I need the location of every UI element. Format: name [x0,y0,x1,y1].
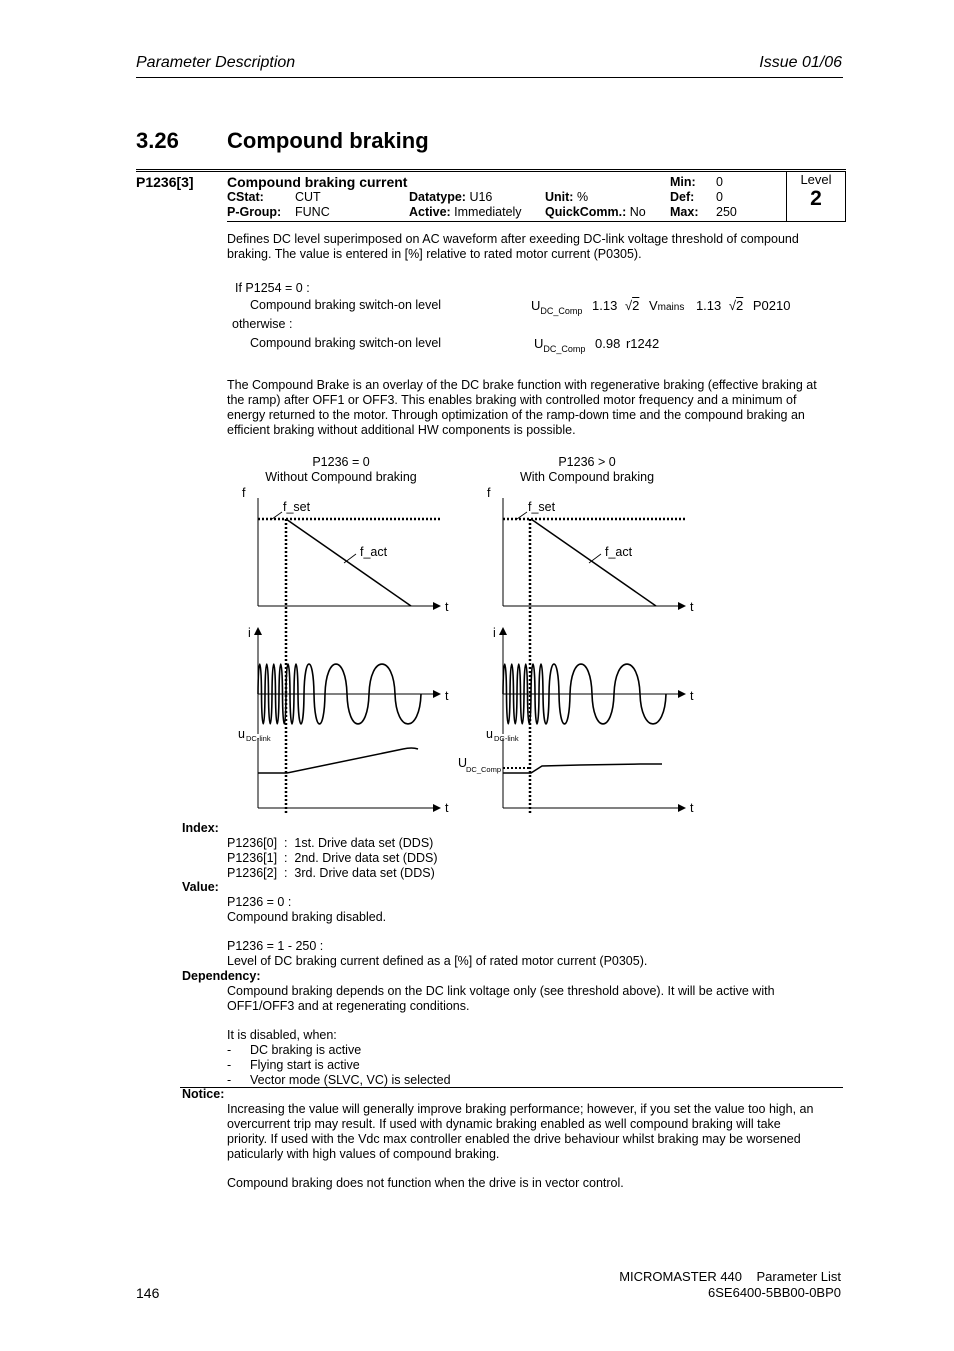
cstat-label: CStat: [227,190,264,204]
notice-line: Increasing the value will generally improve braking performance; however, if you set the value too high, an [227,1102,814,1116]
cstat-value: CUT [295,190,321,204]
notice-rule [180,1087,843,1088]
dependency-line: OFF1/OFF3 and at regenerating conditions. [227,999,470,1013]
datatype-value: U16 [469,190,493,204]
sqrt-icon: √2 [624,298,640,313]
overlay-line: the ramp) after OFF1 or OFF3. This enables braking with controlled motor frequency and a minimum of [227,393,797,407]
u-dc-comp-symbol: U [534,336,544,351]
pgroup-value: FUNC [295,205,330,219]
sqrt-radicand: 2 [632,298,640,313]
quickcomm-value: No [629,205,646,219]
right-u-comp-sub: DC_Comp [466,765,502,774]
value-line: Level of DC braking current defined as a [%] of rated motor current (P0305). [227,954,648,968]
dependency-bullet: Flying start is active [250,1058,360,1072]
right-dclink-curve [503,764,662,773]
level-label: Level [800,172,832,187]
right-i-t-label: t [690,689,694,703]
header-issue: Issue 01/06 [759,54,842,71]
formula-if: If P1254 = 0 : [235,281,310,295]
min-label: Min: [670,175,696,189]
formula-p0210: P0210 [752,298,791,313]
right-f-act-label: f_act [605,545,633,559]
dependency-disabled-intro: It is disabled, when: [227,1028,337,1042]
description-line: Defines DC level superimposed on AC waveform after exeeding DC-link voltage threshold of compound [227,232,799,246]
footer-order-number: 6SE6400-5BB00-0BP0 [708,1285,841,1300]
overlay-line: The Compound Brake is an overlay of the DC brake function with regenerative braking (effective braking at [227,378,817,392]
page-number: 146 [136,1285,160,1301]
dash-icon: - [227,1043,232,1057]
param-name: Compound braking current [227,174,408,190]
notice-line: priority. If used with the Vdc max controller enabled the drive behaviour whilst braking may be worsened [227,1132,801,1146]
left-f-set-leader [272,512,282,519]
u-dc-comp-subscript: DC_Comp [543,344,586,354]
dependency-bullets [227,1043,451,1088]
formula-r1242: r1242 [625,336,660,351]
sqrt-icon: √2 [728,298,744,313]
left-f-label: f [242,486,246,500]
left-u-sub: DC-link [246,734,271,743]
datatype-label: Datatype: [409,190,466,204]
left-f-t-label: t [445,600,449,614]
level-value: 2 [810,187,822,210]
formula-otherwise: otherwise : [232,317,293,331]
dependency-bullet: DC braking is active [250,1043,362,1057]
value-line: Compound braking disabled. [227,910,387,924]
max-label: Max: [670,205,699,219]
left-f-act-leader [344,554,356,563]
quickcomm-label: QuickComm.: [545,205,627,219]
formula-k2: 1.13 [695,298,722,313]
left-current-plot [248,626,449,734]
right-f-set-label: f_set [528,500,556,514]
right-u-sub: DC-link [494,734,519,743]
u-dc-comp-subscript: DC_Comp [540,306,583,316]
notice-text [227,1102,813,1162]
overlay-line: efficient braking without additional HW components is possible. [227,423,576,437]
section-number: 3.26 [136,128,179,153]
footer-product: MICROMASTER 440 Parameter List [619,1269,841,1284]
left-u-t-label: t [445,801,449,815]
left-f-set-label: f_set [283,500,311,514]
right-frequency-plot [487,486,694,614]
min-value: 0 [716,175,723,189]
v-symbol: V [648,298,658,313]
overlay-line: energy returned to the motor. Through optimization of the ramp-down time and the compound braking an [227,408,805,422]
left-frequency-plot [242,486,449,614]
left-i-label: i [248,626,251,640]
v-subscript: mains [657,302,685,313]
formula-switch-label-2: Compound braking switch-on level [250,336,442,350]
right-title-2: With Compound braking [519,470,655,484]
right-dclink-plot [458,727,694,815]
right-u-t-label: t [690,801,694,815]
value-line: P1236 = 0 : [227,895,292,909]
left-dclink-curve [258,748,418,773]
left-title-2: Without Compound braking [265,470,417,484]
right-u-comp-label: U [458,756,468,770]
left-dclink-plot [238,727,449,815]
active-value: Immediately [454,205,522,219]
formula-k1: 1.13 [592,298,618,313]
right-u-label: u [486,727,493,741]
dependency-text [227,984,775,1014]
notice-line: overcurrent trip may result. If used with dynamic braking enabled as well compound braking will take [227,1117,781,1131]
pgroup-label: P-Group: [227,205,282,219]
right-title-1: P1236 > 0 [558,455,616,469]
unit-label: Unit: [545,190,574,204]
unit-value: % [576,190,589,204]
def-label: Def: [670,190,695,204]
left-u-label: u [238,727,245,741]
right-f-set-leader [517,512,527,519]
right-f-t-label: t [690,600,694,614]
right-i-label: i [493,626,496,640]
value-line: P1236 = 1 - 250 : [227,939,324,953]
header-title: Parameter Description [136,54,296,71]
dash-icon: - [227,1058,232,1072]
description-line: braking. The value is entered in [%] relative to rated motor current (P0305). [227,247,642,261]
right-f-act-ramp [531,519,656,606]
dependency-label: Dependency: [182,969,261,983]
left-f-act-ramp [286,519,411,606]
right-current-plot [493,626,694,734]
sqrt-radicand: 2 [736,298,744,313]
index-list [227,836,438,881]
def-value: 0 [716,190,723,204]
u-dc-comp-symbol: U [531,298,541,313]
dependency-line: Compound braking depends on the DC link voltage only (see threshold above). It will be active with [227,984,775,998]
right-f-label: f [487,486,491,500]
dash-icon: - [227,1073,232,1087]
left-title-1: P1236 = 0 [312,455,370,469]
dependency-bullet: Vector mode (SLVC, VC) is selected [250,1073,451,1087]
notice-line: paticularly with high values of compound braking. [227,1147,500,1161]
left-f-act-label: f_act [360,545,388,559]
right-f-act-leader [589,554,601,563]
notice-last: Compound braking does not function when the drive is in vector control. [227,1176,624,1190]
max-value: 250 [716,205,737,219]
param-id: P1236[3] [136,174,194,190]
active-label: Active: [409,205,451,219]
index-item: P1236[1] : 2nd. Drive data set (DDS) [227,851,438,865]
notice-label: Notice: [182,1087,225,1101]
index-label: Index: [182,821,219,835]
section-title: Compound braking [227,128,429,153]
left-i-t-label: t [445,689,449,703]
formula-switch-label-1: Compound braking switch-on level [250,298,442,312]
formula-k3: 0.98 [595,336,621,351]
value-label: Value: [182,880,219,894]
index-item: P1236[0] : 1st. Drive data set (DDS) [227,836,434,850]
index-item: P1236[2] : 3rd. Drive data set (DDS) [227,866,435,880]
